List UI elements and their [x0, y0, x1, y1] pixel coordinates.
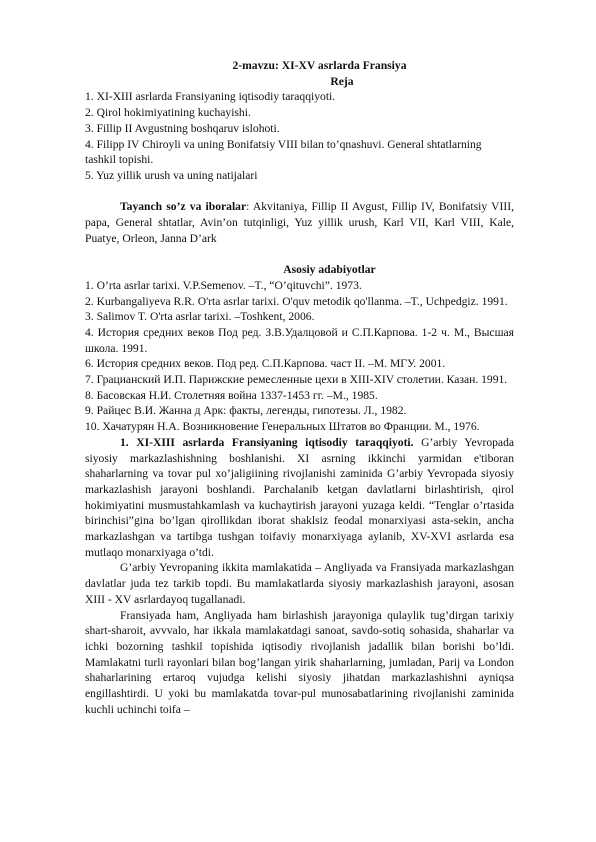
plan-list — [85, 89, 514, 183]
literature-item: 8. Басовская Н.И. Столетняя война 1337-1453 гг. –М., 1985. — [85, 388, 378, 402]
keywords-label: Tayanch so’z va iboralar — [120, 200, 247, 214]
literature-item: 3. Salimov T. O'rta asrlar tarixi. –Toshkent, 2006. — [85, 310, 315, 324]
spacer — [85, 184, 514, 200]
keywords-text: : Akvitaniya, Fillip II Avgust, Fillip IV, Bonifatsiy VIII, papa, General shtatlar, Avin’on tutqinligi, Yuz yillik urush, Karl VII, Karl VIII, Kale, Puatye, Orleon, Janna D’ark — [85, 200, 514, 245]
section-1-paragraph-2: G’arbiy Yevropaning ikkita mamlakatida – Angliyada va Fransiyada markazlashgan davlatlar juda tez tarkib topdi. Bu mamlakatlarda siyosiy markazlashish jarayoni, asosan XIII - XV asrlardayoq tugallanadi. — [85, 561, 514, 606]
section-1-paragraph-1 — [85, 435, 514, 561]
literature-item: 4. История средних веков Под ред. З.В.Удалцовой и С.П.Карпова. 1-2 ч. М., Высшая школа. 1991. — [85, 325, 514, 355]
literature-item: 9. Райцес В.И. Жанна д Арк: факты, легенды, гипотезы. Л., 1982. — [85, 404, 407, 418]
literature-item: 7. Грацианский И.П. Парижские ремесленные цехи в XIII-XIV столетии. Казан. 1991. — [85, 373, 508, 387]
section-1-paragraph-3: Fransiyada ham, Angliyada ham birlashish jarayoniga qulaylik tug’dirgan tarixiy shart-sharoit, avvvalo, har ikkala mamlakatdagi sanoat, savdo-sotiq sohasida, shaharlar va ichki bozorning tashkil topishida iqtisodiy rivojlanish jadallik bilan borishi bo’ldi. Mamlakatni turli rayonlari bilan bog’langan yirik shaharlarning, jumladan, Parij va London shaharlarining ertaroq vujudga kelishi siyosiy jihatdan markazlashishni ayniqsa engillashtirdi. U yoki bu mamlakatda tovar-pul munosabatlarining rivojlanishi zaminida kuchli uchinchi toifa – — [85, 608, 514, 716]
literature-item: 10. Хачатурян Н.А. Возникновение Генеральных Штатов во Франции. М., 1976. — [85, 420, 480, 434]
literature-list — [85, 278, 514, 435]
literature-heading: Asosiy adabiyotlar — [283, 263, 376, 277]
plan-item: 3. Fillip II Avgustning boshqaruv islohoti. — [85, 121, 280, 135]
section-1-heading: 1. XI-XIII asrlarda Fransiyaning iqtisodiy taraqqiyoti. — [120, 435, 414, 449]
literature-item: 6. История средних веков. Под ред. С.П.Карпова. част II. –М. МГУ. 2001. — [85, 357, 446, 371]
plan-item: 2. Qirol hokimiyatining kuchayishi. — [85, 106, 251, 120]
literature-item: 2. Kurbangaliyeva R.R. O'rta asrlar tarixi. O'quv metodik qo'llanma. –T., Uchpedgiz. 1991. — [85, 294, 508, 308]
plan-item: 1. XI-XIII asrlarda Fransiyaning iqtisodiy taraqqiyoti. — [85, 90, 336, 104]
document-title: 2-mavzu: XI-XV asrlarda Fransiya — [232, 59, 407, 72]
plan-item: 5. Yuz yillik urush va uning natijalari — [85, 168, 258, 182]
literature-item: 1. O’rta asrlar tarixi. V.P.Semenov. –T., “O’qituvchi”. 1973. — [85, 278, 362, 292]
plan-item: 4. Filipp IV Chiroyli va uning Bonifatsiy VIII bilan to’qnashuvi. General shtatlarning tashkil topishi. — [85, 137, 482, 167]
spacer — [85, 246, 514, 262]
keywords-paragraph — [85, 199, 514, 246]
section-1-text: G’arbiy Yevropada siyosiy markazlashishning boshlanishi. XI asrning ikkinchi yarmidan e'tiboran shaharlarning va tovar pul xo’jaligiining rivojlanishi zaminida G’arbiy Yevropada siyosiy markazlashish jarayoni boshlandi. Parchalanib ketgan davlatlarni birlashtirish, qirol hokimiyatini musmustahkamlash va kuchaytirish jarayoni yuzaga keldi. “Tenglar o’rtasida birinchisi”gina bo’lgan qirollikdan iborat shaklsiz feodal monarxiyasi asta-sekin, ancha markazlashgan va tartibga tushgan toifaviy monarxiyaga aylanib, XV-XVI asrlarda esa mutlaqo monarxiyaga o’tdi. — [85, 435, 515, 559]
plan-heading: Reja — [330, 74, 354, 88]
